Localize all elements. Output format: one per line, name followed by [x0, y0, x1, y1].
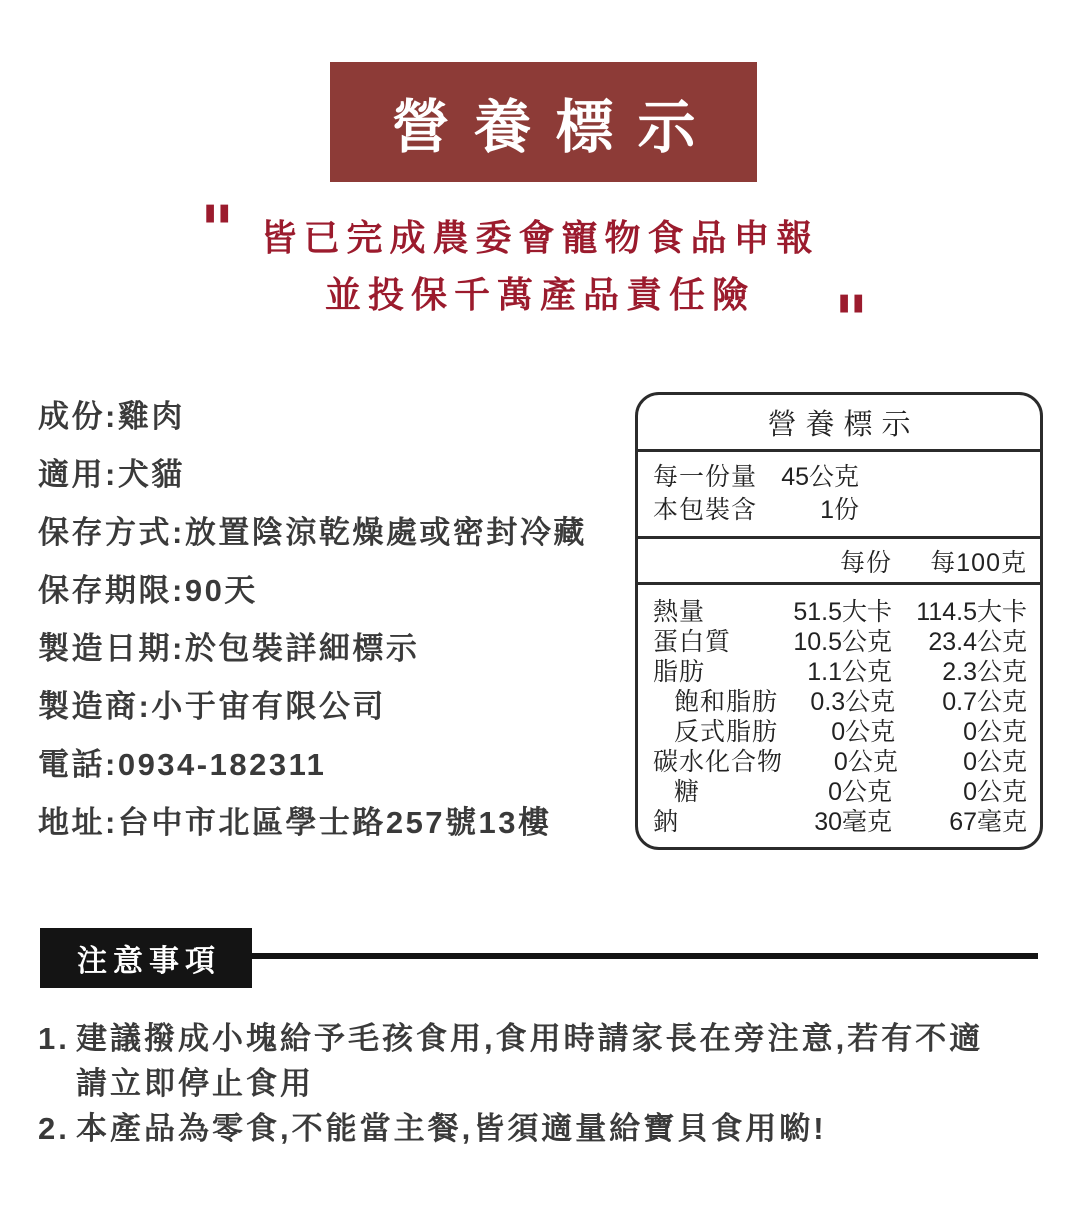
note-line: 請立即停止食用 — [76, 1066, 314, 1101]
nutrient-label: 碳水化合物 — [653, 748, 784, 776]
serving-info — [638, 452, 1040, 539]
nutrient-label: 反式脂肪 — [674, 718, 779, 746]
notes-header-label: 注意事項 — [77, 945, 221, 978]
nutrient-per-100g: 0公克 — [963, 778, 1027, 806]
nutrient-per-serving: 0公克 — [833, 748, 898, 776]
nutrition-row — [653, 627, 1027, 657]
nutrient-label: 蛋白質 — [653, 628, 732, 656]
note-text — [76, 1106, 827, 1151]
nutrient-label: 糖 — [674, 778, 701, 806]
nutrition-table-title-text: 營養標示 — [767, 408, 920, 441]
serving-value: 1份 — [820, 496, 859, 524]
nutrient-label: 鈉 — [653, 808, 680, 836]
nutrition-row — [653, 657, 1027, 687]
product-info-line: 保存期限:90天 — [38, 573, 258, 608]
serving-label: 每一份量 — [653, 463, 758, 491]
serving-row — [653, 494, 1040, 527]
nutrition-table-title — [638, 395, 1040, 452]
note-item — [38, 1106, 1058, 1151]
nutrient-per-serving: 51.5大卡 — [793, 598, 892, 626]
product-info-line: 保存方式:放置陰涼乾燥處或密封冷藏 — [38, 515, 587, 550]
nutrient-per-serving: 0公克 — [828, 778, 892, 806]
nutrient-per-100g: 0公克 — [963, 718, 1027, 746]
nutrition-rows — [638, 585, 1040, 837]
note-text — [76, 1016, 983, 1106]
quote-line: 皆已完成農委會寵物食品申報 — [260, 217, 820, 258]
serving-row — [653, 461, 1040, 494]
note-number: 1. — [38, 1021, 70, 1056]
product-info-line: 電話:0934-182311 — [38, 747, 327, 782]
banner-title: 營養標示 — [391, 95, 720, 160]
nutrient-per-100g: 2.3公克 — [942, 658, 1027, 686]
open-quote-icon: " — [200, 192, 235, 269]
product-info-list — [38, 388, 638, 852]
notes-list — [38, 1016, 1058, 1151]
product-info-line: 製造日期:於包裝詳細標示 — [38, 631, 420, 666]
nutrient-per-serving: 0公克 — [831, 718, 896, 746]
serving-label: 本包裝含 — [653, 496, 758, 524]
nutrition-row — [653, 807, 1027, 837]
note-item — [38, 1016, 1058, 1106]
column-header-per-100g: 每100克 — [930, 548, 1027, 577]
nutrient-per-serving: 1.1公克 — [807, 658, 892, 686]
notes-header-box — [40, 928, 252, 988]
column-header-per-serving: 每份 — [839, 548, 892, 577]
notes-divider-line — [252, 953, 1038, 959]
certification-quote — [0, 209, 1080, 323]
nutrient-label: 熱量 — [653, 598, 706, 626]
product-info-line: 成份:雞肉 — [38, 399, 185, 434]
nutrient-per-100g: 67毫克 — [949, 808, 1027, 836]
nutrition-row — [653, 597, 1027, 627]
nutrition-facts-panel — [635, 392, 1043, 850]
note-line: 建議撥成小塊給予毛孩食用,食用時請家長在旁注意,若有不適 — [76, 1021, 984, 1056]
nutrient-per-100g: 0公克 — [963, 748, 1027, 776]
product-info-line: 適用:犬貓 — [38, 457, 185, 492]
nutrition-label-banner — [330, 62, 757, 182]
nutrient-per-serving: 30毫克 — [814, 808, 892, 836]
nutrition-row — [653, 687, 1027, 717]
nutrient-label: 飽和脂肪 — [674, 688, 779, 716]
nutrition-column-headers — [638, 539, 1040, 585]
note-line: 本產品為零食,不能當主餐,皆須適量給寶貝食用喲! — [76, 1111, 827, 1146]
serving-value: 45公克 — [781, 463, 859, 491]
nutrient-per-100g: 114.5大卡 — [916, 598, 1027, 626]
nutrition-row — [653, 717, 1027, 747]
product-info-line: 地址:台中市北區學士路257號13樓 — [38, 805, 552, 840]
nutrient-per-100g: 0.7公克 — [942, 688, 1027, 716]
nutrient-per-serving: 10.5公克 — [793, 628, 892, 656]
nutrition-row — [653, 777, 1027, 807]
nutrition-row — [653, 747, 1027, 777]
product-info-line: 製造商:小于宙有限公司 — [38, 689, 386, 724]
nutrient-per-100g: 23.4公克 — [928, 628, 1027, 656]
close-quote-icon: " — [834, 282, 869, 359]
nutrient-label: 脂肪 — [653, 658, 706, 686]
quote-line: 並投保千萬產品責任險 — [324, 274, 755, 315]
note-number: 2. — [38, 1111, 70, 1146]
nutrient-per-serving: 0.3公克 — [810, 688, 896, 716]
